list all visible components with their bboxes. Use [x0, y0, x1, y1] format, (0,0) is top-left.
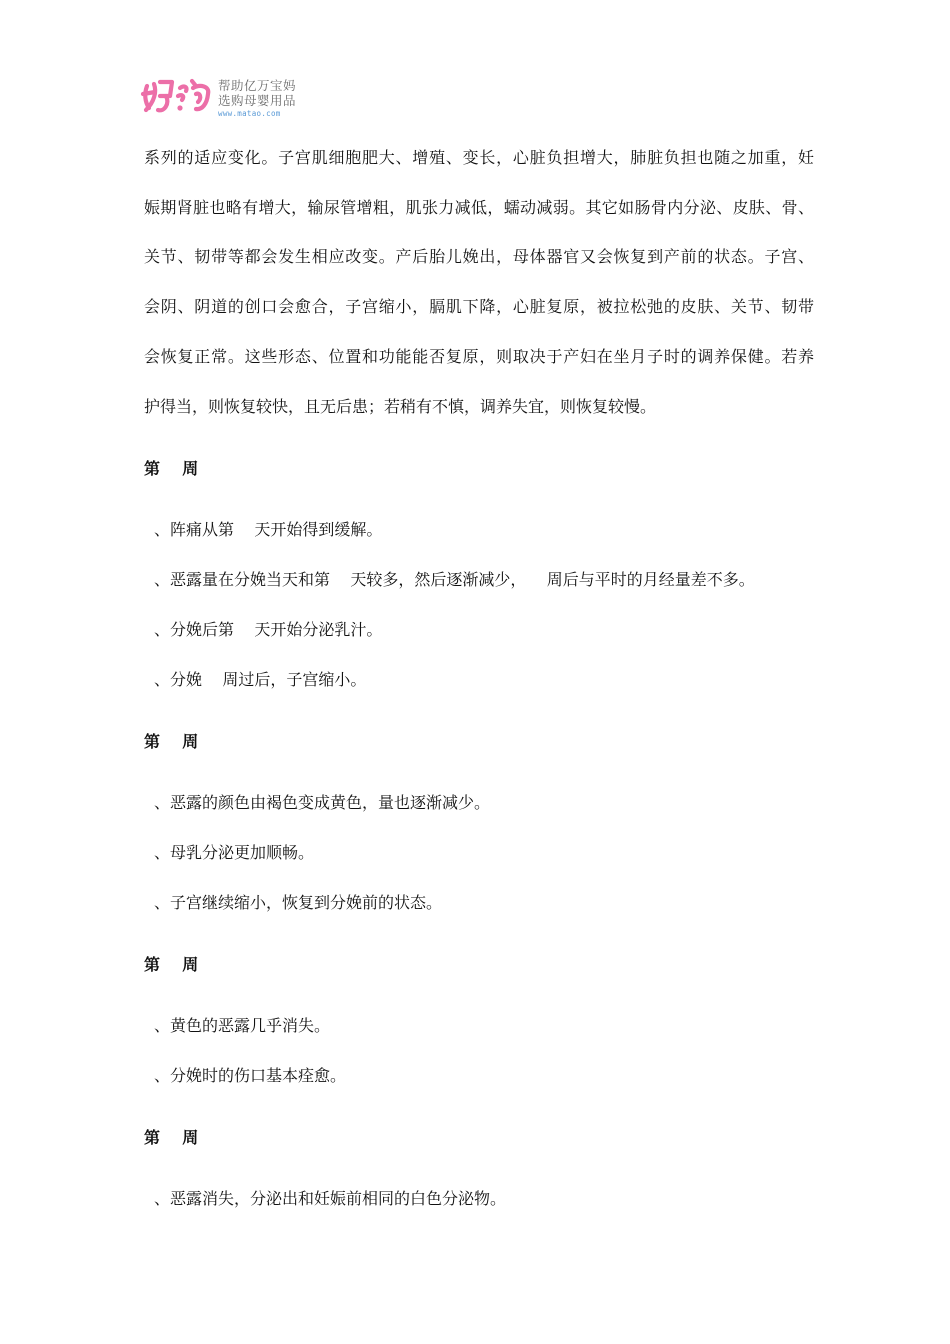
- intro-line-2: 娠期肾脏也略有增大，输尿管增粗，肌张力减低，蠕动减弱。其它如肠骨内分泌、皮肤、骨、: [144, 198, 814, 217]
- section-heading-4: 第 周: [144, 1128, 199, 1147]
- intro-line-5: 会恢复正常。这些形态、位置和功能能否复原，则取决于产妇在坐月子时的调养保健。若养: [144, 347, 814, 366]
- list-item: 、母乳分泌更加顺畅。: [154, 843, 315, 862]
- list-item: 、分娩后第 天开始分泌乳汁。: [154, 620, 383, 639]
- list-item: 、子宫继续缩小，恢复到分娩前的状态。: [154, 893, 443, 912]
- list-item: 、分娩 周过后，子宫缩小。: [154, 670, 367, 689]
- slogan-line-2: 选购母婴用品: [218, 93, 297, 108]
- list-item: 、阵痛从第 天开始得到缓解。: [154, 520, 383, 539]
- intro-line-3: 关节、韧带等都会发生相应改变。产后胎儿娩出，母体器官又会恢复到产前的状态。子宫、: [144, 247, 814, 266]
- list-item: 、恶露的颜色由褐色变成黄色，量也逐渐减少。: [154, 793, 491, 812]
- slogan-line-1: 帮助亿万宝妈: [218, 78, 297, 93]
- section-heading-3: 第 周: [144, 955, 199, 974]
- list-item: 、分娩时的伤口基本痊愈。: [154, 1066, 347, 1085]
- intro-line-1: 系列的适应变化。子宫肌细胞肥大、增殖、变长，心脏负担增大，肺脏负担也随之加重，妊: [144, 148, 814, 167]
- list-item: 、黄色的恶露几乎消失。: [154, 1016, 331, 1035]
- section-heading-2: 第 周: [144, 732, 199, 751]
- section-heading-1: 第 周: [144, 459, 199, 478]
- site-url[interactable]: www.mataо.com: [218, 109, 281, 118]
- intro-line-6: 护得当，则恢复较快，且无后患；若稍有不慎，调养失宜，则恢复较慢。: [144, 397, 657, 416]
- intro-line-4: 会阴、阴道的创口会愈合，子宫缩小，膈肌下降，心脏复原，被拉松弛的皮肤、关节、韧带: [144, 297, 814, 316]
- logo-slogan: [218, 78, 328, 119]
- brand-logo-mark: [140, 72, 216, 118]
- list-item: 、恶露量在分娩当天和第 天较多，然后逐渐减少， 周后与平时的月经量差不多。: [154, 570, 755, 589]
- list-item: 、恶露消失，分泌出和妊娠前相同的白色分泌物。: [154, 1189, 507, 1208]
